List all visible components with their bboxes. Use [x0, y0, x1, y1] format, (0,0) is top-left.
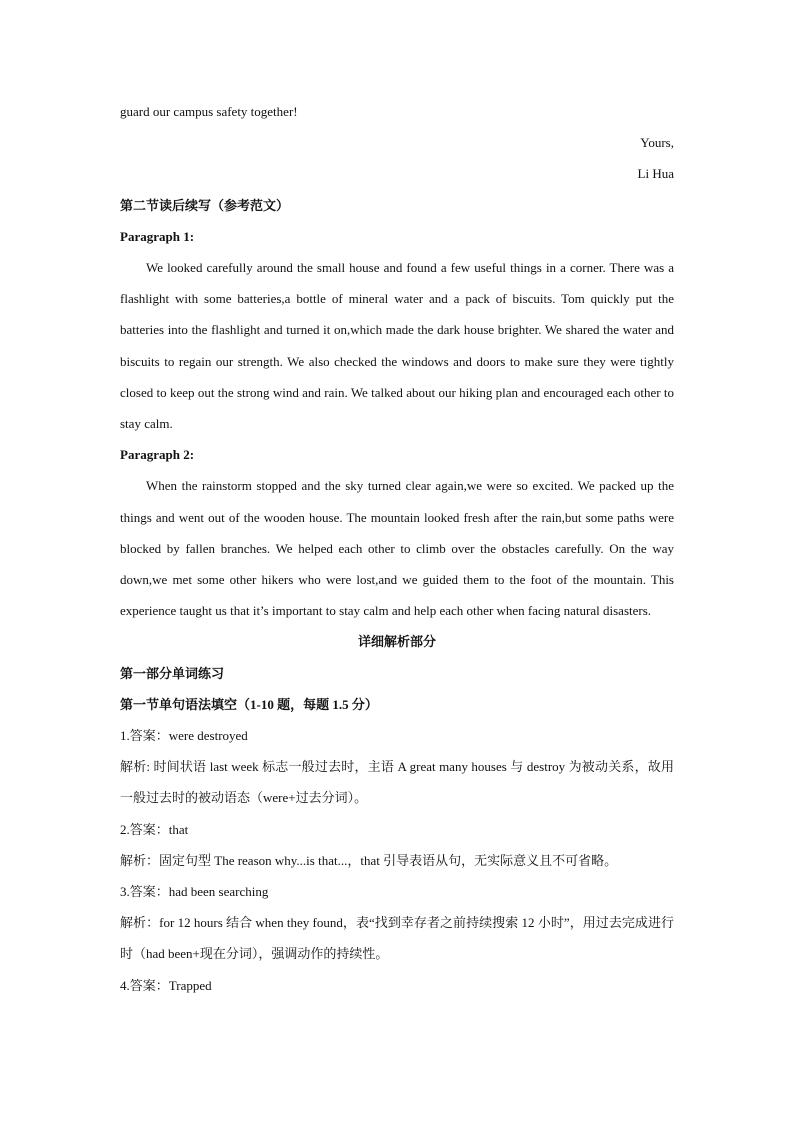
explanation-1: 解析: 时间状语 last week 标志一般过去时，主语 A great many houses 与 destroy 为被动关系，故用一般过去时的被动语态（were+过去分词）。: [120, 759, 674, 806]
letter-salutation: Yours,: [640, 135, 674, 151]
letter-closing-line: guard our campus safety together!: [120, 104, 298, 119]
paragraph2-text: When the rainstorm stopped and the sky turned clear again,we were so excited. We packed up the things and went out of the wooden house. The mountain looked fresh after the rain,but some paths were blocked by fallen branches. We helped each other to climb over the obstacles carefully. On the way down,we met some other hikers who were lost,and we guided them to the foot of the mountain. This experience taught us that it’s important to stay calm and help each other when facing natural disasters.: [120, 478, 674, 619]
section2-heading: 第二节读后续写（参考范文）: [120, 197, 290, 213]
answer-1: 1.答案：were destroyed: [120, 728, 248, 744]
answer-4: 4.答案：Trapped: [120, 977, 212, 993]
paragraph1-text: We looked carefully around the small house and found a few useful things in a corner. There was a flashlight with some batteries,a bottle of mineral water and a pack of biscuits. Tom quickly put the batteries into the flashlight and turned it on,which made the dark house brighter. We shared the water and biscuits to regain our strength. We also checked the windows and doors to make sure they were tightly closed to keep out the strong wind and rain. We talked about our hiking plan and encouraged each other to stay calm.: [120, 260, 674, 432]
paragraph1-label: Paragraph 1:: [120, 228, 195, 244]
answer-3: 3.答案：had been searching: [120, 884, 269, 900]
explanation-3: 解析：for 12 hours 结合 when they found，表“找到幸存者之前持续搜索 12 小时”，用过去完成进行时（had been+现在分词），强调动作的持续性。: [120, 915, 674, 962]
analysis-title: 详细解析部分: [357, 634, 436, 650]
answer-2: 2.答案：that: [120, 821, 189, 837]
part1-heading: 第一部分单词练习: [120, 665, 225, 681]
letter-signature: Li Hua: [637, 166, 674, 182]
paragraph2-label: Paragraph 2:: [120, 447, 195, 463]
explanation-2: 解析：固定句型 The reason why...is that...，that 引导表语从句，无实际意义且不可省略。: [120, 852, 618, 868]
document-page: [120, 96, 674, 1001]
section1-heading: 第一节单句语法填空（1-10 题，每题 1.5 分）: [120, 696, 378, 712]
